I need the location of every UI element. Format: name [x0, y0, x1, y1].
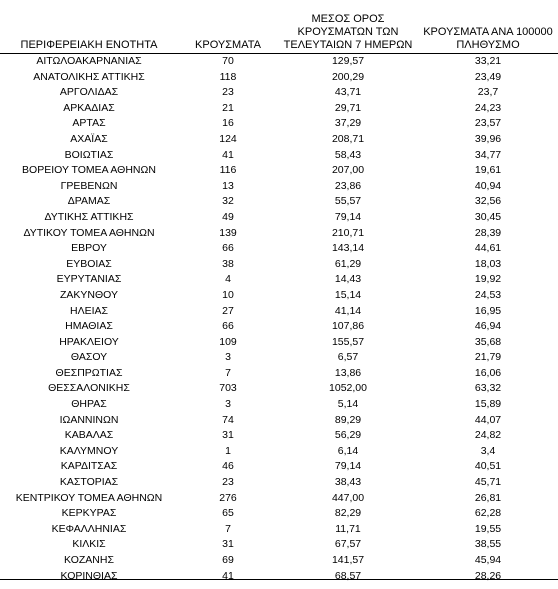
cell-avg-7-days: 208,71: [331, 132, 365, 145]
cell-avg-7-days: 29,71: [334, 101, 362, 114]
cell-avg-7-days: 37,29: [334, 117, 362, 130]
cell-cases: 13: [222, 179, 234, 192]
cell-region: ΙΩΑΝΝΙΝΩΝ: [59, 413, 119, 426]
table-bottom-border: [0, 579, 558, 580]
header-region: ΠΕΡΙΦΕΡΕΙΑΚΗ ΕΝΟΤΗΤΑ: [20, 39, 158, 51]
table-row: [0, 335, 558, 351]
cell-avg-7-days: 1052,00: [329, 382, 367, 395]
cell-cases-per-100k: 24,53: [474, 288, 502, 301]
cell-region: ΚΟΖΑΝΗΣ: [64, 554, 114, 566]
cell-cases-per-100k: 24,23: [474, 101, 502, 114]
table-row: [0, 366, 558, 382]
table-row: [0, 70, 558, 86]
cell-region: ΕΥΒΟΙΑΣ: [66, 257, 112, 270]
cell-avg-7-days: 23,86: [334, 179, 362, 192]
cell-avg-7-days: 15,14: [334, 288, 362, 301]
cell-cases: 124: [219, 132, 237, 145]
table-row: [0, 257, 558, 273]
cell-region: ΚΕΡΚΥΡΑΣ: [61, 507, 117, 520]
table-row: [0, 148, 558, 164]
cell-cases: 1: [225, 444, 231, 457]
cell-cases: 116: [219, 164, 237, 177]
cell-cases-per-100k: 28,26: [474, 569, 502, 582]
cell-cases: 74: [222, 413, 234, 426]
table-row: [0, 163, 558, 179]
cell-cases-per-100k: 35,68: [474, 335, 502, 348]
cell-avg-7-days: 55,57: [334, 195, 362, 208]
cell-cases: 32: [222, 195, 234, 208]
cell-cases-per-100k: 23,7: [477, 86, 499, 99]
table-header: [0, 8, 558, 52]
cell-region: ΔΥΤΙΚΗΣ ΑΤΤΙΚΗΣ: [44, 210, 134, 223]
cell-cases-per-100k: 45,71: [474, 476, 502, 489]
cell-avg-7-days: 38,43: [334, 476, 362, 489]
table-row: [0, 506, 558, 522]
cell-cases: 41: [222, 569, 234, 582]
cell-cases-per-100k: 15,89: [474, 398, 502, 411]
cell-cases: 49: [222, 210, 234, 223]
cell-cases-per-100k: 19,61: [474, 164, 502, 177]
cell-cases: 66: [222, 242, 234, 255]
cell-cases-per-100k: 34,77: [474, 148, 502, 161]
cell-region: ΕΥΡΥΤΑΝΙΑΣ: [56, 273, 122, 286]
cell-avg-7-days: 6,14: [337, 444, 359, 457]
table-row: [0, 288, 558, 304]
cell-cases-per-100k: 16,06: [474, 366, 502, 379]
cell-region: ΘΑΣΟΥ: [70, 351, 108, 364]
cell-region: ΚΟΡΙΝΘΙΑΣ: [60, 569, 118, 582]
cell-avg-7-days: 143,14: [331, 242, 365, 255]
cell-avg-7-days: 129,57: [331, 55, 365, 67]
cell-cases: 109: [219, 335, 237, 348]
cell-cases: 276: [219, 491, 237, 504]
cell-avg-7-days: 89,29: [334, 413, 362, 426]
cell-region: ΓΡΕΒΕΝΩΝ: [60, 179, 118, 192]
cell-cases: 118: [219, 70, 237, 83]
cell-avg-7-days: 82,29: [334, 507, 362, 520]
cell-avg-7-days: 155,57: [331, 335, 365, 348]
cell-cases-per-100k: 39,96: [474, 132, 502, 145]
table-row: [0, 522, 558, 538]
table-row: [0, 569, 558, 585]
cell-region: ΚΑΣΤΟΡΙΑΣ: [59, 476, 119, 489]
cell-cases: 7: [225, 366, 231, 379]
cell-region: ΔΥΤΙΚΟΥ ΤΟΜΕΑ ΑΘΗΝΩΝ: [23, 226, 155, 239]
table-row: [0, 553, 558, 569]
cell-cases-per-100k: 46,94: [474, 320, 502, 333]
cell-cases-per-100k: 63,32: [474, 382, 502, 395]
cell-avg-7-days: 43,71: [334, 86, 362, 99]
cell-region: ΚΕΦΑΛΛΗΝΙΑΣ: [51, 522, 127, 535]
cell-cases-per-100k: 62,28: [474, 507, 502, 520]
table-row: [0, 194, 558, 210]
cell-avg-7-days: 210,71: [331, 226, 365, 239]
table-row: [0, 319, 558, 335]
header-cases-per-100k: ΚΡΟΥΣΜΑΤΑ ΑΝΑ 100000 ΠΛΗΘΥΣΜΟ: [423, 26, 553, 51]
cell-region: ΗΛΕΙΑΣ: [69, 304, 108, 317]
cell-avg-7-days: 200,29: [331, 70, 365, 83]
cell-cases-per-100k: 16,95: [474, 304, 502, 317]
header-cases: ΚΡΟΥΣΜΑΤΑ: [195, 39, 261, 51]
cell-cases: 10: [222, 288, 234, 301]
header-avg-7-days: ΜΕΣΟΣ ΟΡΟΣ ΚΡΟΥΣΜΑΤΩΝ ΤΩΝ ΤΕΛΕΥΤΑΙΩΝ 7 ΗΜΕΡΩΝ: [283, 13, 413, 51]
cell-cases-per-100k: 44,61: [474, 242, 502, 255]
cell-region: ΑΡΚΑΔΙΑΣ: [63, 101, 115, 114]
cell-cases-per-100k: 33,21: [474, 55, 502, 67]
table-row: [0, 241, 558, 257]
cell-avg-7-days: 13,86: [334, 366, 362, 379]
cell-cases-per-100k: 45,94: [474, 554, 502, 566]
cell-region: ΔΡΑΜΑΣ: [67, 195, 111, 208]
cell-cases: 70: [222, 55, 234, 67]
table-row: [0, 537, 558, 553]
cell-region: ΗΜΑΘΙΑΣ: [65, 320, 113, 333]
cell-cases-per-100k: 26,81: [474, 491, 502, 504]
cell-region: ΒΟΙΩΤΙΑΣ: [64, 148, 114, 161]
cell-avg-7-days: 6,57: [337, 351, 359, 364]
cell-region: ΒΟΡΕΙΟΥ ΤΟΜΕΑ ΑΘΗΝΩΝ: [22, 164, 156, 177]
table-row: [0, 444, 558, 460]
cell-region: ΚΑΒΑΛΑΣ: [64, 429, 114, 442]
cell-cases-per-100k: 24,82: [474, 429, 502, 442]
cell-cases: 21: [222, 101, 234, 114]
cell-cases: 41: [222, 148, 234, 161]
cell-cases: 23: [222, 476, 234, 489]
cell-region: ΑΡΓΟΛΙΔΑΣ: [59, 86, 119, 99]
cell-region: ΘΕΣΣΑΛΟΝΙΚΗΣ: [48, 382, 130, 395]
cell-cases: 3: [225, 398, 231, 411]
table-row: [0, 304, 558, 320]
cell-avg-7-days: 79,14: [334, 460, 362, 473]
cell-cases: 4: [225, 273, 231, 286]
cell-region: ΚΙΛΚΙΣ: [72, 538, 106, 551]
table-row: [0, 210, 558, 226]
cell-cases: 38: [222, 257, 234, 270]
cell-avg-7-days: 68,57: [334, 569, 362, 582]
cell-cases-per-100k: 23,49: [474, 70, 502, 83]
cell-cases: 69: [222, 554, 234, 566]
cell-cases-per-100k: 18,03: [474, 257, 502, 270]
table-row: [0, 116, 558, 132]
table-row: [0, 132, 558, 148]
cell-region: ΗΡΑΚΛΕΙΟΥ: [59, 335, 119, 348]
cell-cases-per-100k: 3,4: [480, 444, 496, 457]
cell-avg-7-days: 14,43: [334, 273, 362, 286]
cell-avg-7-days: 41,14: [334, 304, 362, 317]
cell-region: ΕΒΡΟΥ: [71, 242, 107, 255]
table-row: [0, 397, 558, 413]
cell-region: ΑΙΤΩΛΟΑΚΑΡΝΑΝΙΑΣ: [36, 55, 142, 67]
cell-region: ΑΝΑΤΟΛΙΚΗΣ ΑΤΤΙΚΗΣ: [33, 70, 145, 83]
cell-cases: 703: [219, 382, 237, 395]
cell-cases: 23: [222, 86, 234, 99]
table-row: [0, 85, 558, 101]
table-row: [0, 101, 558, 117]
cell-avg-7-days: 67,57: [334, 538, 362, 551]
cell-cases-per-100k: 40,51: [474, 460, 502, 473]
cell-cases-per-100k: 38,55: [474, 538, 502, 551]
table-row: [0, 381, 558, 397]
cell-cases: 31: [222, 429, 234, 442]
cell-cases-per-100k: 30,45: [474, 210, 502, 223]
cell-region: ΚΑΡΔΙΤΣΑΣ: [60, 460, 118, 473]
table-row: [0, 54, 558, 70]
cell-region: ΑΧΑΪΑΣ: [70, 132, 108, 145]
table-row: [0, 459, 558, 475]
table-row: [0, 272, 558, 288]
table-body: [0, 54, 558, 584]
cell-cases: 31: [222, 538, 234, 551]
cell-avg-7-days: 207,00: [331, 164, 365, 177]
table-row: [0, 475, 558, 491]
cell-cases: 46: [222, 460, 234, 473]
cell-cases: 16: [222, 117, 234, 130]
cell-cases-per-100k: 44,07: [474, 413, 502, 426]
table-row: [0, 179, 558, 195]
cell-cases-per-100k: 40,94: [474, 179, 502, 192]
table-row: [0, 428, 558, 444]
cell-avg-7-days: 5,14: [337, 398, 359, 411]
cell-avg-7-days: 56,29: [334, 429, 362, 442]
cell-cases-per-100k: 19,55: [474, 522, 502, 535]
cell-cases: 3: [225, 351, 231, 364]
cell-cases: 7: [225, 522, 231, 535]
cell-avg-7-days: 11,71: [335, 522, 361, 535]
table-row: [0, 491, 558, 507]
cell-avg-7-days: 107,86: [331, 320, 365, 333]
cell-avg-7-days: 61,29: [334, 257, 362, 270]
cell-region: ΚΕΝΤΡΙΚΟΥ ΤΟΜΕΑ ΑΘΗΝΩΝ: [15, 491, 163, 504]
cell-region: ΚΑΛΥΜΝΟΥ: [59, 444, 119, 457]
cell-cases: 66: [222, 320, 234, 333]
cell-cases: 27: [222, 304, 234, 317]
cell-cases-per-100k: 23,57: [474, 117, 502, 130]
table-row: [0, 226, 558, 242]
cell-cases: 139: [219, 226, 237, 239]
table-row: [0, 350, 558, 366]
cell-region: ΑΡΤΑΣ: [72, 117, 106, 130]
cell-cases-per-100k: 19,92: [474, 273, 502, 286]
cell-cases-per-100k: 28,39: [474, 226, 502, 239]
cell-region: ΘΕΣΠΡΩΤΙΑΣ: [55, 366, 123, 379]
cell-cases: 65: [222, 507, 234, 520]
table-row: [0, 413, 558, 429]
cell-cases-per-100k: 32,56: [474, 195, 502, 208]
cell-avg-7-days: 58,43: [334, 148, 362, 161]
cell-region: ΖΑΚΥΝΘΟΥ: [59, 288, 118, 301]
cell-cases-per-100k: 21,79: [474, 351, 502, 364]
cell-avg-7-days: 141,57: [331, 554, 365, 566]
cell-avg-7-days: 447,00: [331, 491, 365, 504]
cell-region: ΘΗΡΑΣ: [71, 398, 107, 411]
cell-avg-7-days: 79,14: [334, 210, 362, 223]
